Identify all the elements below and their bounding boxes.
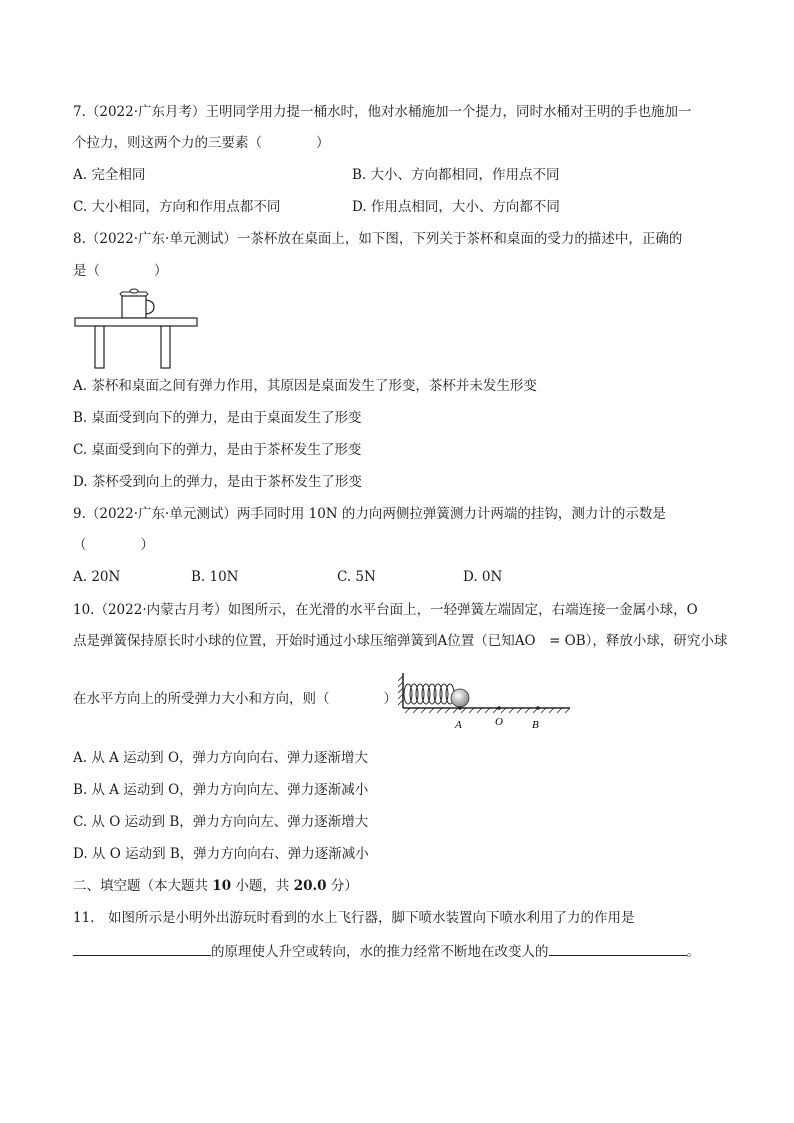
q10-option-a: A. 从 A 运动到 O，弹力方向向右、弹力逐渐增大 [73,750,369,766]
q8-option-a: A. 茶杯和桌面之间有弹力作用，其原因是桌面发生了形变，茶杯并未发生形变 [73,378,537,394]
label-b: B [532,719,539,731]
q9-option-a: A. 20N [73,569,121,585]
q8-stem-line2: 是（ ） [73,263,168,279]
q7-stem-line2: 个拉力，则这两个力的三要素（ ） [73,135,330,151]
section-heading-mid: 小题，共 [231,878,294,894]
spring-ball-figure [398,670,574,736]
q10-option-d: D. 从 O 运动到 B，弹力方向向右、弹力逐渐减小 [73,846,369,862]
q11-stem-line2 [73,941,700,961]
section-question-count: 10 [212,878,232,894]
q11-answer-blank-1[interactable] [73,941,211,956]
section-heading-fill-in [73,877,358,895]
q9-stem-line2: （ ） [73,537,154,553]
q7-option-a: A. 完全相同 [73,167,146,183]
q8-option-b: B. 桌面受到向下的弹力，是由于桌面发生了形变 [73,410,362,426]
q7-option-b: B. 大小、方向都相同，作用点不同 [352,167,560,183]
q10-stem-line3: 在水平方向上的所受弹力大小和方向，则（ ） [73,691,397,707]
q7-option-d: D. 作用点相同，大小、方向都不同 [352,199,560,215]
section-total-score: 20.0 [293,878,327,894]
q10-stem-line1: 10.（2022·内蒙古月考）如图所示，在光滑的水平台面上，一轻弹簧左端固定，右端连接一金属小球，O [73,602,698,618]
q9-option-b: B. 10N [191,569,239,585]
q8-option-d: D. 茶杯受到向上的弹力，是由于茶杯发生了形变 [73,474,362,490]
q9-stem-line1: 9.（2022·广东·单元测试）两手同时用 10N 的力向两侧拉弹簧测力计两端的挂钩，测力计的示数是 [73,506,666,522]
label-a: A [455,719,462,731]
q10-stem-line2: 点是弹簧保持原长时小球的位置，开始时通过小球压缩弹簧到A位置（已知AO = OB），释放小球，研究小球 [73,633,728,649]
q8-stem-line1: 8.（2022·广东·单元测试）一茶杯放在桌面上，如下图，下列关于茶杯和桌面的受力的描述中，正确的 [73,231,683,247]
q11-line2-end: 。 [686,944,700,960]
section-heading-prefix: 二、填空题（本大题共 [73,878,213,894]
q9-option-c: C. 5N [337,569,376,585]
q8-option-c: C. 桌面受到向下的弹力，是由于茶杯发生了形变 [73,442,362,458]
q11-line2-text: 的原理使人升空或转向，水的推力经常不断地在改变人的 [211,944,549,960]
q7-stem-line1: 7.（2022·广东月考）王明同学用力提一桶水时，他对水桶施加一个提力，同时水桶对王明的手也施加一 [73,104,692,120]
label-o: O [495,716,503,728]
q11-stem-line1: 11. 如图所示是小明外出游玩时看到的水上飞行器，脚下喷水装置向下喷水利用了力的作用是 [73,910,635,926]
q10-option-c: C. 从 O 运动到 B，弹力方向向左、弹力逐渐增大 [73,814,369,830]
q9-option-d: D. 0N [463,569,503,585]
teacup-on-table-figure [70,286,202,372]
section-heading-suffix: 分） [326,878,358,894]
q7-option-c: C. 大小相同，方向和作用点都不同 [73,199,281,215]
q10-option-b: B. 从 A 运动到 O，弹力方向向左、弹力逐渐减小 [73,782,369,798]
q11-answer-blank-2[interactable] [549,941,687,956]
